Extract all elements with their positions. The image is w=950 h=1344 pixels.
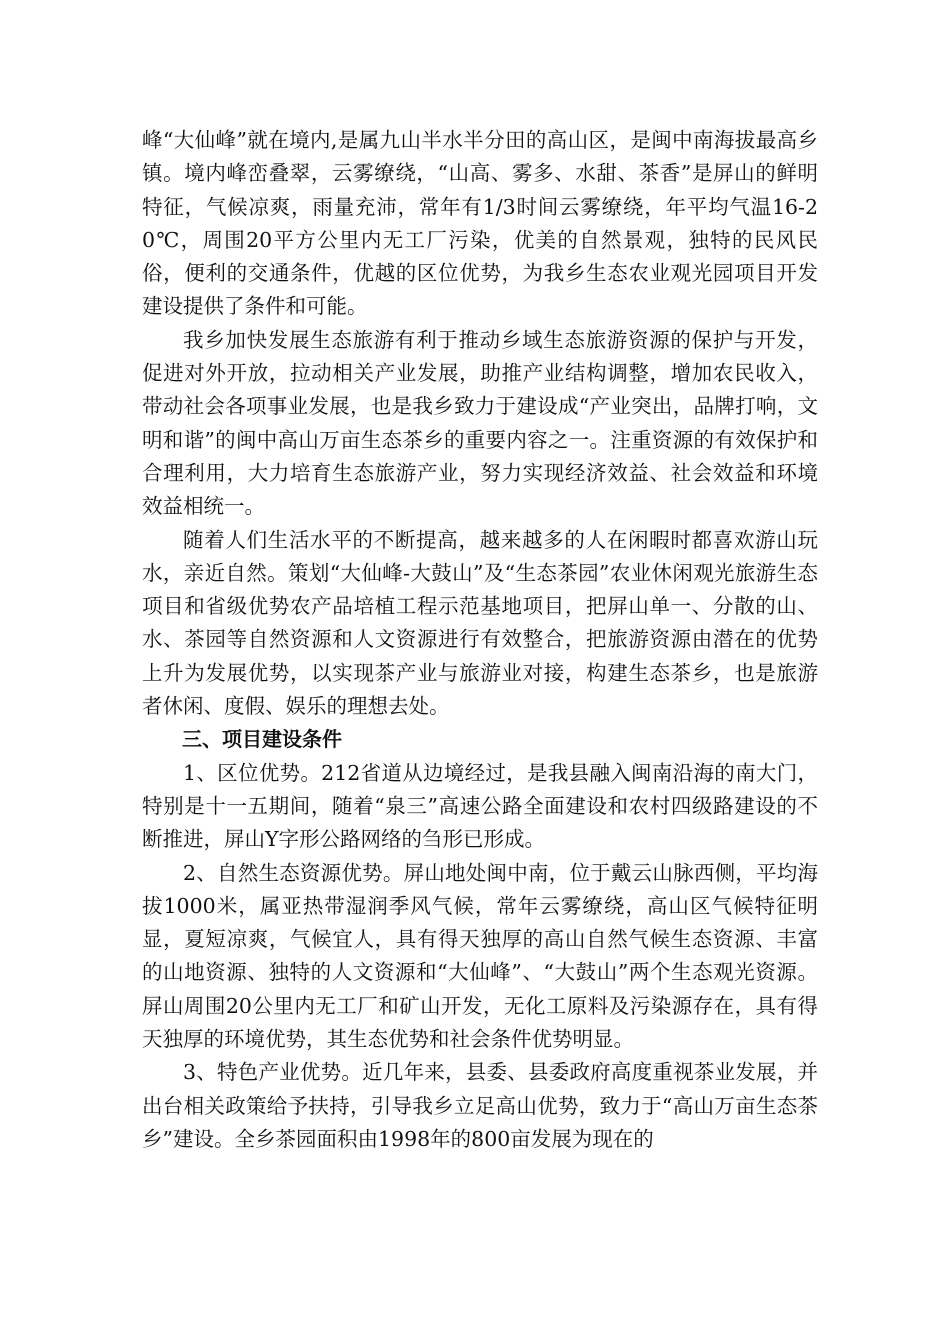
section-heading: 三、项目建设条件 — [182, 727, 342, 752]
body-paragraph: 峰“大仙峰”就在境内,是属九山半水半分田的高山区，是闽中南海拔最高乡镇。境内峰峦叠翠，云雾缭绕，“山高、雾多、水甜、茶香”是屏山的鲜明特征，气候凉爽，雨量充沛，常年有1/3时间云雾缭绕，年平均气温16-20℃，周围20平方公里内无工厂污染，优美的自然景观，独特的民风民俗，便利的交通条件，优越的区位优势，为我乡生态农业观光园项目开发建设提供了条件和可能。 — [142, 128, 818, 319]
body-paragraph: 随着人们生活水平的不断提高，越来越多的人在闲暇时都喜欢游山玩水，亲近自然。策划“大仙峰-大鼓山”及“生态茶园”农业休闲观光旅游生态项目和省级优势农产品培植工程示范基地项目，把屏山单一、分散的山、水、茶园等自然资源和人文资源进行有效整合，把旅游资源由潜在的优势上升为发展优势，以实现茶产业与旅游业对接，构建生态茶乡，也是旅游者休闲、度假、娱乐的理想去处。 — [142, 527, 818, 719]
body-paragraph: 我乡加快发展生态旅游有利于推动乡域生态旅游资源的保护与开发，促进对外开放，拉动相关产业发展，助推产业结构调整，增加农民收入，带动社会各项事业发展，也是我乡致力于建设成“产业突出，品牌打响，文明和谐”的闽中高山万亩生态茶乡的重要内容之一。注重资源的有效保护和合理利用，大力培育生态旅游产业，努力实现经济效益、社会效益和环境效益相统一。 — [142, 327, 818, 519]
condition-paragraph-location: 1、区位优势。212省道从边境经过，是我县融入闽南沿海的南大门，特别是十一五期间，随着“泉三”高速公路全面建设和农村四级路建设的不断推进，屏山Y字形公路网络的刍形已形成。 — [142, 760, 818, 852]
condition-paragraph-ecology: 2、自然生态资源优势。屏山地处闽中南，位于戴云山脉西侧，平均海拔1000米，属亚热带湿润季风气候，常年云雾缭绕，高山区气候特征明显，夏短凉爽，气候宜人，具有得天独厚的高山自然气候生态资源、丰富的山地资源、独特的人文资源和“大仙峰”、“大鼓山”两个生态观光资源。屏山周围20公里内无工厂和矿山开发，无化工原料及污染源存在，具有得天独厚的环境优势，其生态优势和社会条件优势明显。 — [142, 860, 818, 1052]
document-page — [142, 124, 818, 1156]
condition-paragraph-industry: 3、特色产业优势。近几年来，县委、县委政府高度重视茶业发展，并出台相关政策给予扶持，引导我乡立足高山优势，致力于“高山万亩生态茶乡”建设。全乡茶园面积由1998年的800亩发展为现在的 — [142, 1060, 818, 1151]
